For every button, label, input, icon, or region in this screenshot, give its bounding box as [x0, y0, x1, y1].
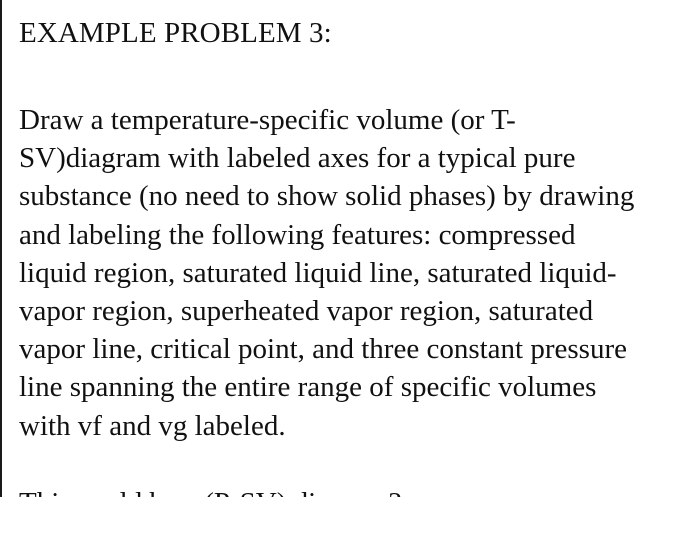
problem-line: vapor line, critical point, and three constant pressure — [19, 333, 627, 366]
problem-line: vapor region, superheated vapor region, saturated — [19, 295, 594, 328]
problem-line: and labeling the following features: compressed — [19, 218, 576, 251]
problem-line: SV)diagram with labeled axes for a typical pure — [19, 142, 576, 175]
problem-line: substance (no need to show solid phases) by drawing — [19, 180, 635, 213]
problem-line: liquid region, saturated liquid line, saturated liquid- — [19, 256, 617, 289]
problem-statement — [19, 101, 634, 445]
problem-line: line spanning the entire range of specific volumes — [19, 371, 597, 404]
problem-line: with vf and vg labeled. — [19, 409, 286, 442]
left-border-rule — [0, 0, 2, 536]
problem-line: Draw a temperature-specific volume (or T- — [19, 104, 516, 136]
problem-heading: EXAMPLE PROBLEM 3: — [19, 17, 332, 49]
bottom-blank-area — [0, 497, 700, 536]
cut-off-footer — [0, 474, 700, 497]
